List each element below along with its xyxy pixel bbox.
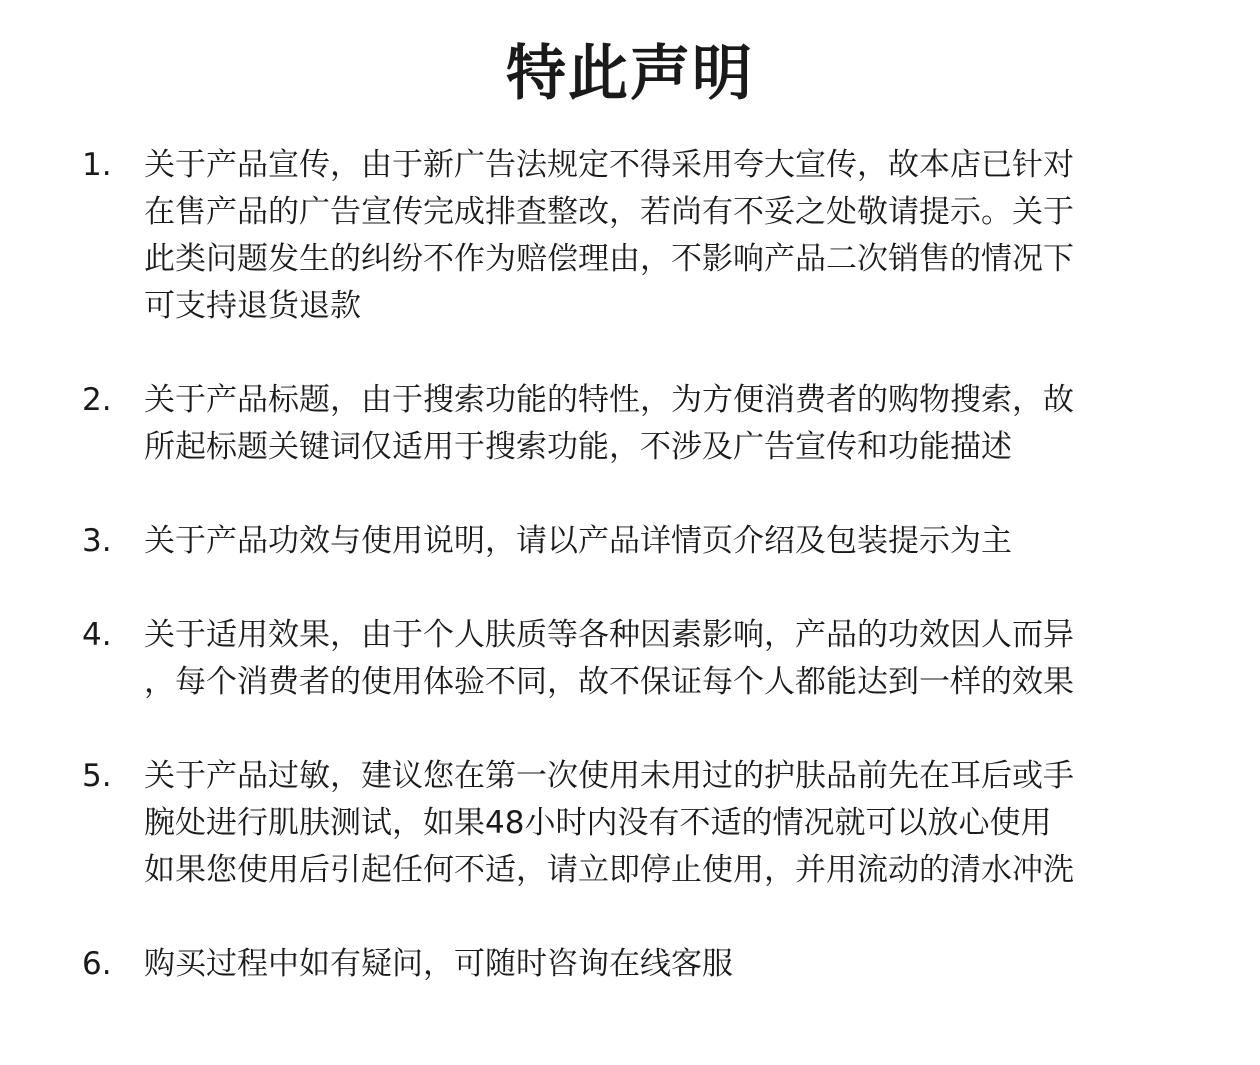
item-line: 关于产品功效与使用说明，请以产品详情页介绍及包装提示为主 [144,523,1012,559]
item-line: 腕处进行肌肤测试，如果48小时内没有不适的情况就可以放心使用 [144,805,1052,841]
item-line: 关于产品标题，由于搜索功能的特性，为方便消费者的购物搜索，故 [144,382,1074,418]
item-text [144,377,1162,471]
item-line: 关于产品过敏，建议您在第一次使用未用过的护肤品前先在耳后或手 [144,758,1074,794]
item-number: 1. [82,147,112,183]
notice-item-1 [82,142,1162,330]
notice-item-6 [82,941,1162,988]
item-number: 4. [82,617,112,653]
item-line: ，每个消费者的使用体验不同，故不保证每个人都能达到一样的效果 [144,664,1074,700]
item-line: 可支持退货退款 [144,288,361,324]
item-line: 在售产品的广告宣传完成排查整改，若尚有不妥之处敬请提示。关于 [144,194,1074,230]
item-text [144,142,1162,330]
item-text [144,941,1162,988]
item-line: 如果您使用后引起任何不适，请立即停止使用，并用流动的清水冲洗 [144,852,1074,888]
item-number: 5. [82,758,112,794]
item-line: 关于适用效果，由于个人肤质等各种因素影响，产品的功效因人而异 [144,617,1074,653]
item-text [144,518,1162,565]
item-line: 关于产品宣传，由于新广告法规定不得采用夸大宣传，故本店已针对 [144,147,1074,183]
item-number: 6. [82,946,112,982]
notice-item-3 [82,518,1162,565]
page-title: 特此声明 [506,39,754,109]
notice-item-2 [82,377,1162,471]
item-text [144,612,1162,706]
item-number: 3. [82,523,112,559]
notice-item-4 [82,612,1162,706]
item-line: 此类问题发生的纠纷不作为赔偿理由，不影响产品二次销售的情况下 [144,241,1074,277]
item-line: 所起标题关键词仅适用于搜索功能，不涉及广告宣传和功能描述 [144,429,1012,465]
notice-item-5 [82,753,1162,894]
item-text [144,753,1162,894]
item-number: 2. [82,382,112,418]
item-line: 购买过程中如有疑问，可随时咨询在线客服 [144,946,733,982]
